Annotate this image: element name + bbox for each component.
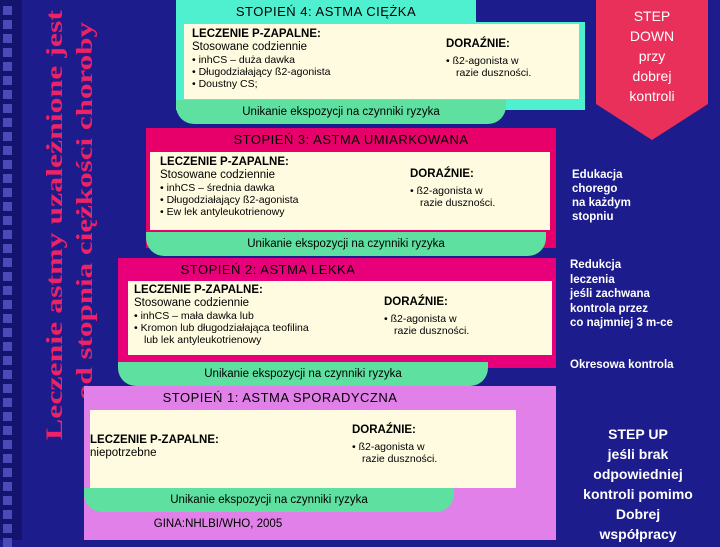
step2-reliever-item: • ß2-agonista w [384, 313, 457, 325]
step4-reliever-item: razie duszności. [456, 67, 532, 79]
decorative-square [3, 272, 12, 281]
reduction-line: leczenia [570, 273, 615, 286]
reduction-line: kontrola przez [570, 302, 648, 315]
step2-reliever-item: razie duszności. [394, 325, 470, 337]
step-up-line: odpowiedniej [593, 466, 683, 482]
decorative-square [3, 132, 12, 141]
step2-panel [128, 281, 552, 355]
decorative-square [3, 90, 12, 99]
step4-header: STOPIEŃ 4: ASTMA CIĘŻKA [176, 0, 476, 22]
step1-panel [90, 410, 516, 488]
decorative-square [3, 104, 12, 113]
step4-reliever-title: DORAŹNIE: [446, 38, 510, 50]
reduction-line: co najmniej 3 m-ce [570, 317, 673, 329]
step-down-text [596, 6, 708, 106]
decorative-square [3, 216, 12, 225]
step4-controller-title: LECZENIE P-ZAPALNE: [192, 28, 321, 40]
education-line: stopniu [572, 211, 614, 223]
step-down-line: STEP [633, 8, 671, 24]
step3-controller-title: LECZENIE P-ZAPALNE: [160, 156, 289, 168]
step4-reliever-item: • ß2-agonista w [446, 55, 519, 67]
step-up-line: STEP UP [608, 426, 668, 442]
side-title-line1: Leczenie astmy uzależnione jest [42, 128, 67, 440]
step4-avoidance: Unikanie ekspozycji na czynniki ryzyka [176, 100, 506, 124]
step4-item: • inhCS – duża dawka [192, 54, 295, 66]
step-up-line: Dobrej [615, 506, 661, 522]
step-up-line: kontroli pomimo [583, 486, 693, 502]
decorative-square [3, 188, 12, 197]
step4-panel [184, 24, 579, 99]
education-line: chorego [572, 183, 618, 195]
step3-avoidance: Unikanie ekspozycji na czynniki ryzyka [146, 232, 546, 256]
step1-controller-subtitle: niepotrzebne [90, 447, 157, 459]
step1-header: STOPIEŃ 1: ASTMA SPORADYCZNA [162, 389, 398, 405]
decorative-square [3, 314, 12, 323]
reduction-note [570, 258, 718, 331]
decorative-square [3, 524, 12, 533]
decorative-square [3, 230, 12, 239]
step3-header: STOPIEŃ 3: ASTMA UMIARKOWANA [233, 131, 469, 147]
step4-item: • Doustny CS; [192, 78, 258, 90]
periodic-check-note: Okresowa kontrola [570, 359, 674, 371]
step4-controller-subtitle: Stosowane codziennie [192, 41, 308, 53]
decorative-square [3, 20, 12, 29]
step-up-line: współpracy [599, 526, 677, 542]
step1-reliever-item: • ß2-agonista w [352, 441, 425, 453]
decorative-square [3, 300, 12, 309]
decorative-square [3, 454, 12, 463]
step2-avoidance: Unikanie ekspozycji na czynniki ryzyka [118, 362, 488, 386]
decorative-square [3, 328, 12, 337]
step2-controller-title: LECZENIE P-ZAPALNE: [134, 284, 263, 296]
step4-item: • Długodziałający ß2-agonista [192, 66, 331, 78]
decorative-square [3, 202, 12, 211]
step3-reliever-title: DORAŹNIE: [410, 168, 474, 180]
decorative-square [3, 146, 12, 155]
decorative-square [3, 440, 12, 449]
decorative-square [3, 174, 12, 183]
reduction-line: jeśli zachwana [570, 288, 650, 300]
step2-item: • inhCS – mała dawka lub [134, 310, 254, 322]
step1-reliever-title: DORAŹNIE: [352, 424, 416, 436]
decorative-square [3, 482, 12, 491]
step3-controller-subtitle: Stosowane codziennie [160, 169, 276, 181]
step3-item: • Ew lek antyleukotrienowy [160, 206, 285, 218]
decorative-square [3, 510, 12, 519]
step2-controller-subtitle: Stosowane codziennie [134, 297, 250, 309]
decorative-square [3, 412, 12, 421]
step1-avoidance: Unikanie ekspozycji na czynniki ryzyka [84, 488, 454, 512]
decorative-square [3, 118, 12, 127]
education-line: na każdym [572, 197, 631, 209]
side-title-line2: od stopnia ciężkości choroby [72, 119, 97, 400]
step3-reliever-item: • ß2-agonista w [410, 185, 483, 197]
decorative-square [3, 160, 12, 169]
decorative-square [3, 286, 12, 295]
step-up-line: jeśli brak [607, 446, 669, 462]
decorative-square [3, 6, 12, 15]
decorative-square [3, 356, 12, 365]
step2-reliever-title: DORAŹNIE: [384, 296, 448, 308]
education-note [572, 168, 712, 224]
decorative-square [3, 76, 12, 85]
decorative-square [3, 370, 12, 379]
decorative-square [3, 62, 12, 71]
source-label: GINA:NHLBI/WHO, 2005 [153, 518, 283, 530]
step1-controller-title: LECZENIE P-ZAPALNE: [90, 434, 219, 446]
decorative-square [3, 258, 12, 267]
education-line: Edukacja [572, 169, 623, 181]
decorative-square [3, 426, 12, 435]
left-decorative-strip [0, 0, 22, 540]
step-down-line: przy [638, 48, 666, 64]
step1-reliever-item: razie duszności. [362, 453, 438, 465]
decorative-square [3, 496, 12, 505]
decorative-square [3, 468, 12, 477]
step3-reliever-item: razie duszności. [420, 197, 496, 209]
decorative-square [3, 398, 12, 407]
reduction-line: Redukcja [570, 259, 622, 271]
decorative-square [3, 48, 12, 57]
decorative-square [3, 384, 12, 393]
step-up-text [556, 424, 720, 544]
step-down-line: DOWN [629, 28, 675, 44]
decorative-square [3, 342, 12, 351]
step-down-line: kontroli [629, 88, 675, 104]
step3-item: • inhCS – średnia dawka [160, 182, 275, 194]
decorative-square [3, 244, 12, 253]
step2-item: • Kromon lub długodziałająca teofilina [134, 322, 309, 334]
side-title [20, 0, 97, 450]
step3-item: • Długodziałający ß2-agonista [160, 194, 299, 206]
step2-item: lub lek antyleukotrienowy [144, 334, 262, 346]
step3-panel [150, 152, 550, 230]
decorative-square [3, 538, 12, 547]
decorative-square [3, 34, 12, 43]
step2-header: STOPIEŃ 2: ASTMA LEKKA [180, 261, 356, 277]
step-down-line: dobrej [632, 68, 672, 84]
